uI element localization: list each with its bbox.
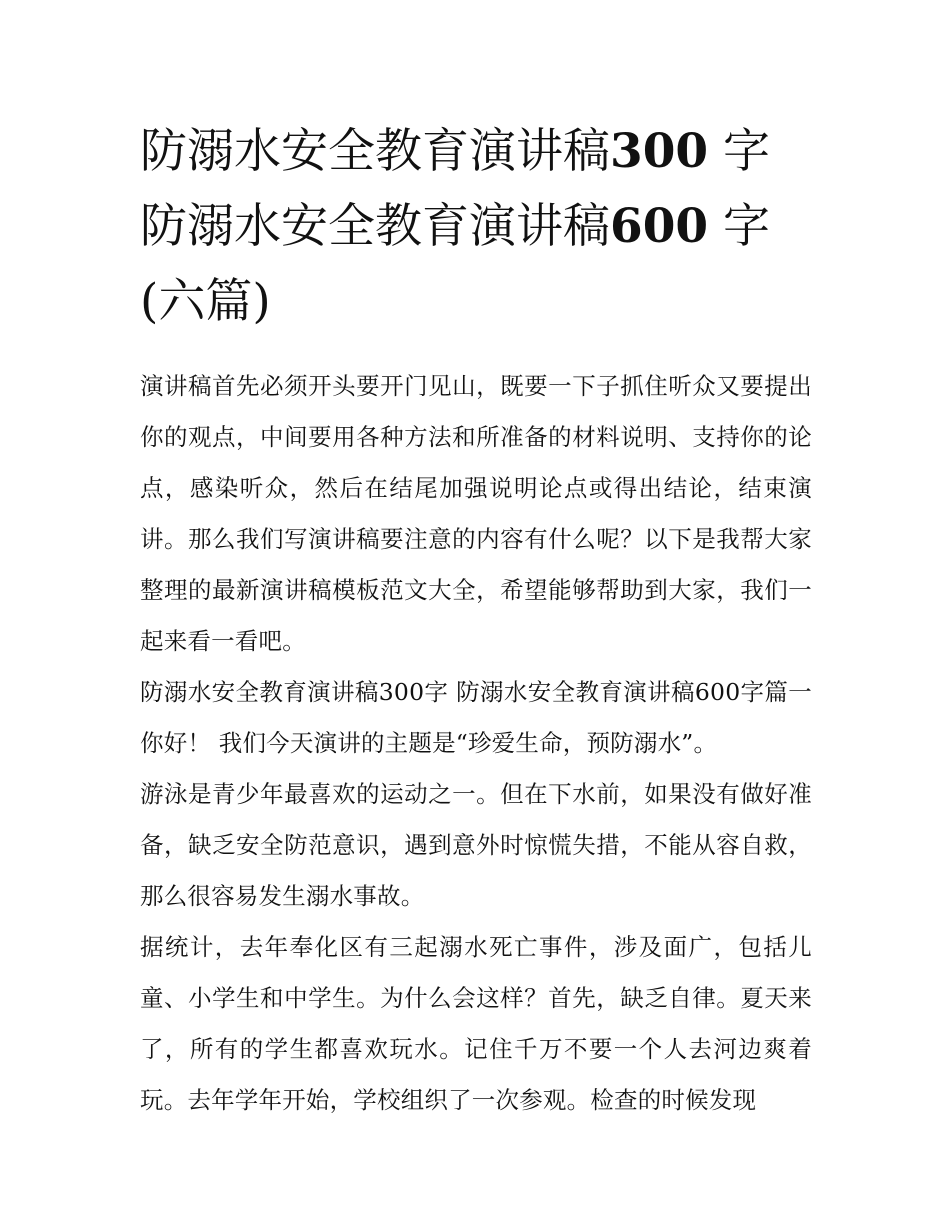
paragraph-swimming: 游泳是青少年最喜欢的运动之一。但在下水前，如果没有做好准备，缺乏安全防范意识，遇到意外时惊慌失措，不能从容自救，那么很容易发生溺水事故。 — [140, 780, 812, 910]
title-line-1-text: 防溺水安全教育演讲稿 — [140, 124, 610, 179]
title-line-1-suffix: 字 — [708, 124, 771, 179]
document-page — [140, 114, 812, 1126]
paragraph-statistics: 据统计，去年奉化区有三起溺水死亡事件，涉及面广，包括儿童、小学生和中学生。为什么会这样？首先，缺乏自律。夏天来了，所有的学生都喜欢玩水。记住千万不要一个人去河边爽着玩。去年学年开始，学校组织了一次参观。检查的时候发现 — [140, 933, 812, 1114]
title-line-1-number: 300 — [610, 124, 709, 179]
title-line-2-number: 600 — [610, 199, 709, 254]
document-title — [140, 114, 812, 339]
title-line-2-suffix: 字 — [708, 199, 771, 254]
paragraph-heading: 防溺水安全教育演讲稿300字 防溺水安全教育演讲稿600字篇一 你好！ 我们今天演讲的主题是“珍爱生命，预防溺水”。 — [140, 678, 812, 757]
title-line-2 — [140, 189, 812, 264]
paragraph-intro: 演讲稿首先必须开头要开门见山，既要一下子抓住听众又要提出你的观点，中间要用各种方法和所准备的材料说明、支持你的论点，感染听众，然后在结尾加强说明论点或得出结论，结束演讲。那么我们写演讲稿要注意的内容有什么呢？以下是我帮大家整理的最新演讲稿模板范文大全，希望能够帮助到大家，我们一起来看一看吧。 — [140, 372, 812, 655]
title-line-1 — [140, 114, 812, 189]
title-line-3: (六篇) — [140, 274, 271, 329]
title-line-2-text: 防溺水安全教育演讲稿 — [140, 199, 610, 254]
